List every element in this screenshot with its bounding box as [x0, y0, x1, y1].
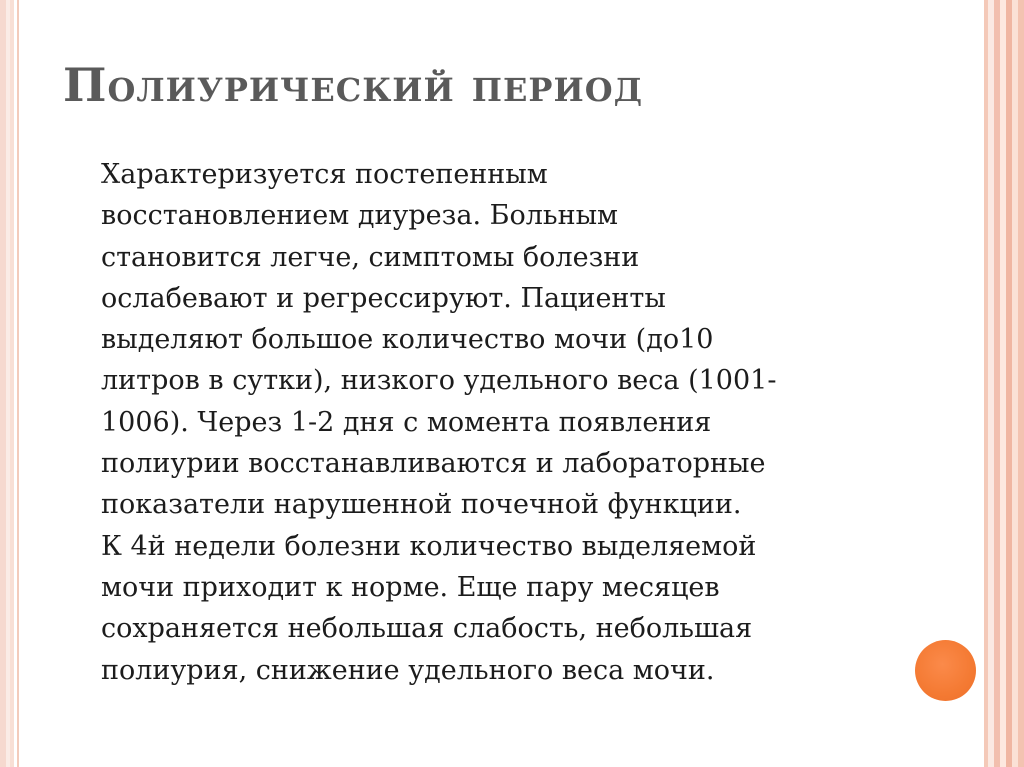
body-line: сохраняется небольшая слабость, небольшая — [101, 613, 753, 645]
body-line: полиурии восстанавливаются и лабораторные — [101, 448, 766, 480]
body-line: литров в сутки), низкого удельного веса (1001- — [101, 365, 777, 397]
body-line: становится легче, симптомы болезни — [101, 241, 640, 273]
body-line: Характеризуется постепенным — [101, 159, 548, 190]
body-line: К 4й недели болезни количество выделяемой — [101, 530, 757, 562]
decorative-circle-icon — [915, 640, 976, 701]
body-line: восстановлением диуреза. Больным — [101, 200, 619, 232]
body-line: полиурия, снижение удельного веса мочи. — [101, 654, 715, 686]
body-line: 1006). Через 1-2 дня с момента появления — [101, 406, 712, 438]
body-line: выделяют большое количество мочи (до10 — [101, 324, 714, 356]
left-border-line — [17, 0, 19, 767]
slide-title: Полиурический период — [63, 58, 644, 112]
slide-body — [101, 154, 861, 691]
body-line: мочи приходит к норме. Еще пару месяцев — [101, 571, 720, 603]
right-border-decoration — [980, 0, 1024, 767]
left-border-decoration — [0, 0, 14, 767]
body-line: показатели нарушенной почечной функции. — [101, 489, 742, 521]
body-line: ослабевают и регрессируют. Пациенты — [101, 282, 666, 314]
